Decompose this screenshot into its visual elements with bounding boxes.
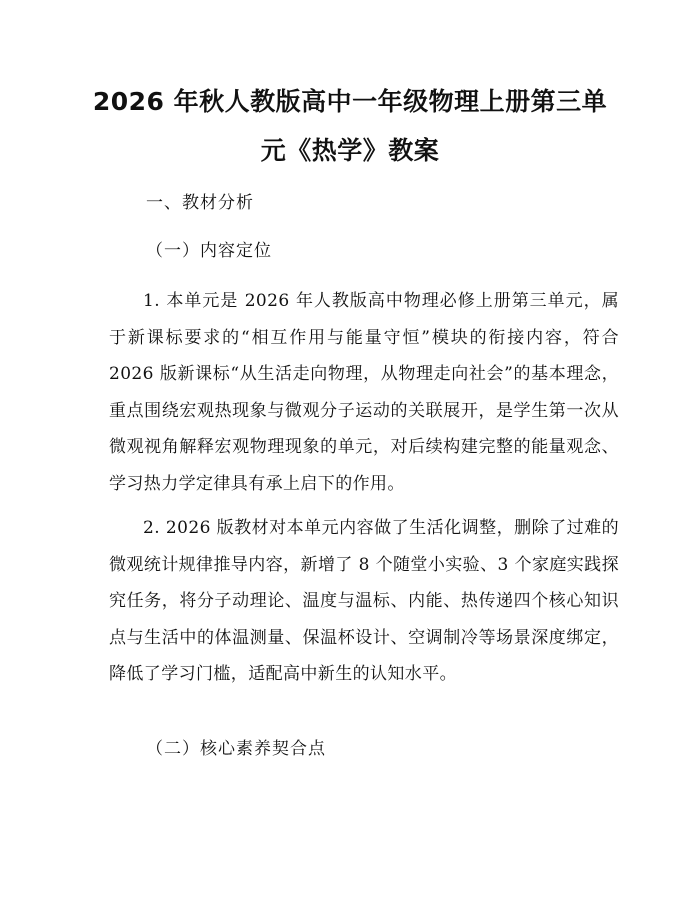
section-heading-textbook-analysis: 一、教材分析 (146, 193, 254, 213)
subsection-heading-core-competencies: （二）核心素养契合点 (146, 739, 326, 759)
paragraph-2: 2. 2026 版教材对本单元内容做了生活化调整，删除了过难的微观统计规律推导内容，新增了 8 个随堂小实验、3 个家庭实践探究任务，将分子动理论、温度与温标、内能、热传递四个核心知识点与生活中的体温测量、保温杯设计、空调制冷等场景深度绑定，降低了学习门槛，适配高中新生的认知水平。 (109, 518, 619, 685)
subsection-heading-content-positioning: （一）内容定位 (146, 241, 272, 261)
paragraph-1: 1. 本单元是 2026 年人教版高中物理必修上册第三单元，属于新课标要求的“相互作用与能量守恒”模块的衔接内容，符合 2026 版新课标“从生活走向物理，从物理走向社会”的基本理念，重点围绕宏观热现象与微观分子运动的关联展开，是学生第一次从微观视角解释宏观物理现象的单元，对后续构建完整的能量观念、学习热力学定律具有承上启下的作用。 (109, 291, 619, 494)
document-title-line-1: 2026 年秋人教版高中一年级物理上册第三单 (92, 87, 608, 116)
document-title-line-2: 元《热学》教案 (260, 136, 440, 165)
